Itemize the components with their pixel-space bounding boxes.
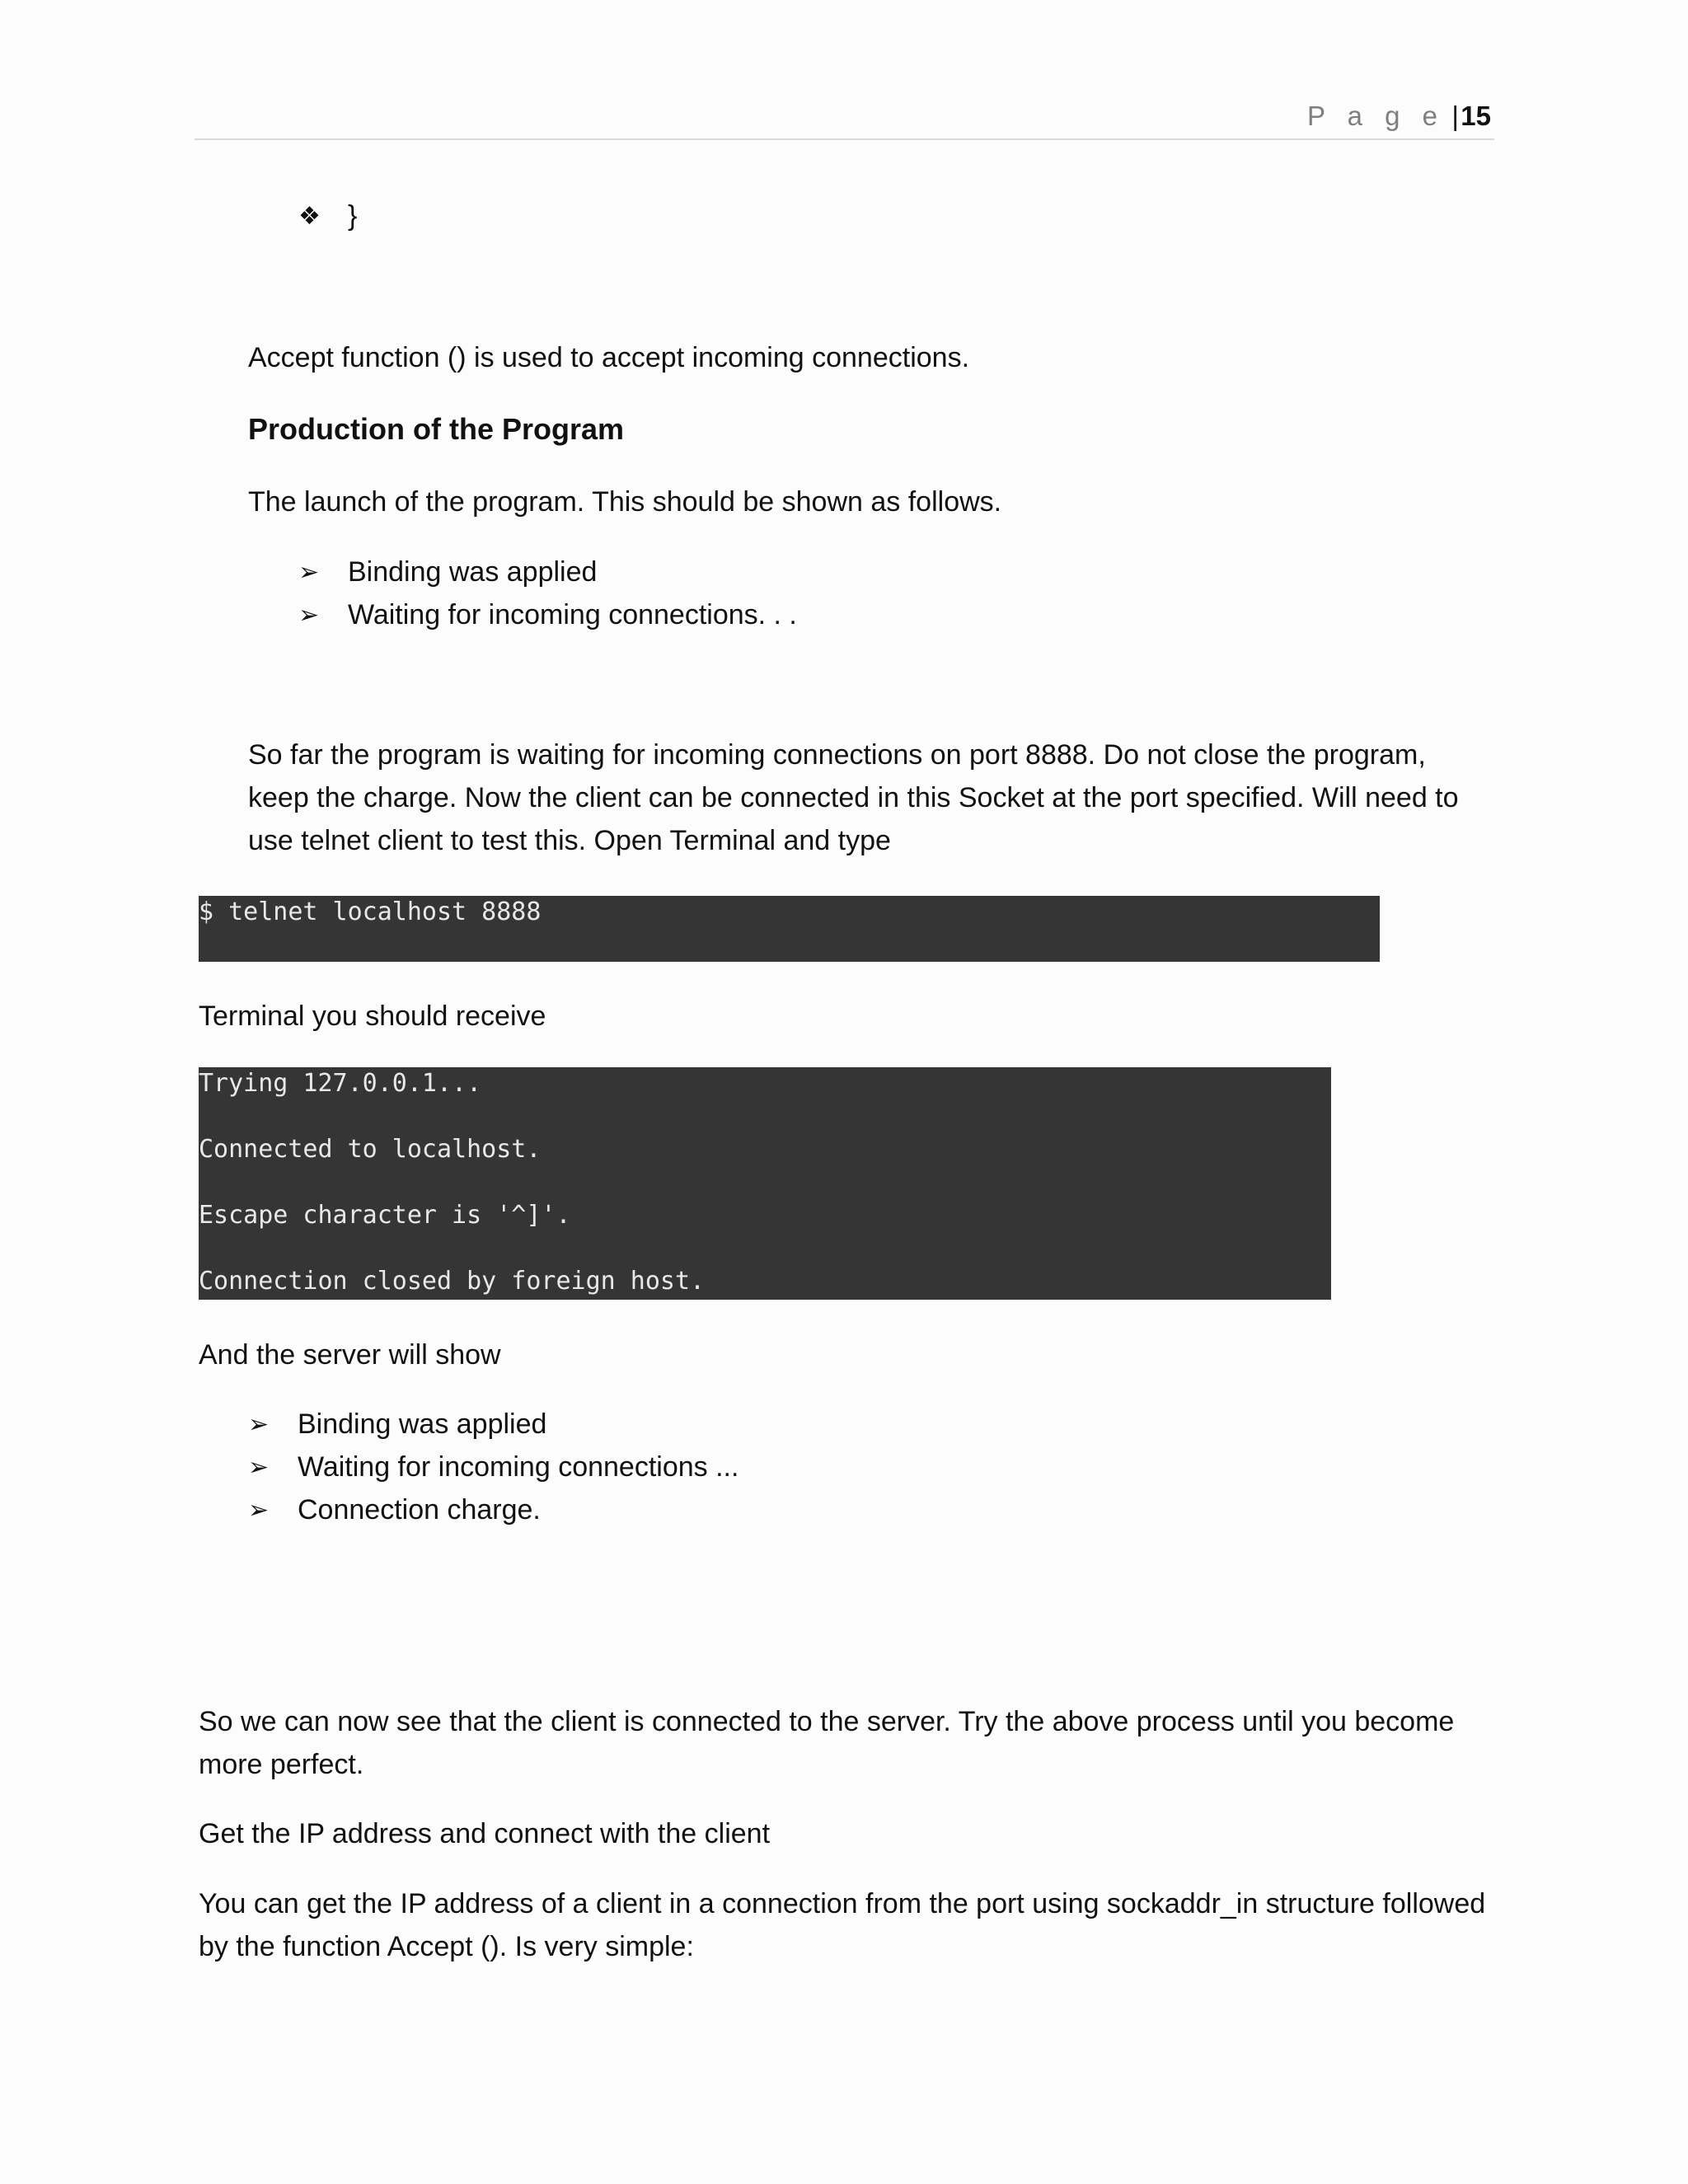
launch-bullet-list — [298, 551, 797, 636]
server-bullet-list — [248, 1403, 738, 1531]
list-item — [298, 593, 797, 636]
list-item-text: Connection charge. — [298, 1493, 541, 1526]
get-ip-paragraph: Get the IP address and connect with the client — [199, 1818, 771, 1849]
list-item — [248, 1446, 738, 1488]
paragraph-line: keep the charge. Now the client can be connected in this Socket at the port specified. Will need to — [248, 782, 1459, 813]
server-show-paragraph: And the server will show — [199, 1339, 501, 1371]
arrow-bullet-icon: ➢ — [248, 1496, 270, 1524]
page-separator: | — [1451, 101, 1459, 131]
waiting-paragraph — [248, 733, 1459, 862]
arrow-bullet-icon: ➢ — [298, 601, 320, 629]
output-terminal — [199, 1067, 1331, 1300]
list-item-text: Binding was applied — [298, 1408, 547, 1440]
paragraph-line: by the function Accept (). Is very simple: — [199, 1931, 694, 1962]
terminal-receive-paragraph: Terminal you should receive — [199, 1001, 546, 1032]
arrow-bullet-icon: ➢ — [298, 558, 320, 586]
accept-paragraph: Accept function () is used to accept incoming connections. — [248, 342, 970, 373]
diamond-bullet-icon: ❖ — [298, 202, 321, 230]
terminal-command: $ telnet localhost 8888 — [199, 898, 542, 926]
page-label: P a g e — [1307, 101, 1445, 131]
list-item — [248, 1403, 738, 1446]
paragraph-line: more perfect. — [199, 1749, 364, 1780]
page-header — [195, 96, 1494, 140]
list-item-text: Binding was applied — [348, 555, 598, 588]
paragraph-line: You can get the IP address of a client in a connection from the port using sockaddr_in structure followed — [199, 1888, 1486, 1919]
command-terminal — [199, 896, 1380, 962]
page-number: 15 — [1461, 101, 1491, 131]
arrow-bullet-icon: ➢ — [248, 1453, 270, 1481]
paragraph-line: use telnet client to test this. Open Terminal and type — [248, 825, 891, 856]
paragraph-line: So far the program is waiting for incoming connections on port 8888. Do not close the program, — [248, 739, 1426, 771]
terminal-output-line: Connected to localhost. — [199, 1135, 542, 1164]
list-item-text: Waiting for incoming connections ... — [298, 1451, 739, 1483]
list-item — [248, 1488, 738, 1531]
ip-paragraph — [199, 1882, 1485, 1968]
closing-brace-item — [298, 194, 357, 237]
launch-paragraph: The launch of the program. This should be shown as follows. — [248, 486, 1002, 518]
arrow-bullet-icon: ➢ — [248, 1410, 270, 1438]
terminal-output-line: Connection closed by foreign host. — [199, 1267, 706, 1296]
section-heading: Production of the Program — [248, 412, 625, 446]
list-item — [298, 551, 797, 593]
terminal-output-line: Trying 127.0.0.1... — [199, 1069, 482, 1098]
connected-paragraph — [199, 1700, 1454, 1786]
list-item-text: Waiting for incoming connections. . . — [348, 598, 797, 630]
paragraph-line: So we can now see that the client is connected to the server. Try the above process until you become — [199, 1706, 1455, 1737]
closing-brace-text: } — [348, 199, 358, 232]
terminal-output-line: Escape character is '^]'. — [199, 1201, 571, 1230]
